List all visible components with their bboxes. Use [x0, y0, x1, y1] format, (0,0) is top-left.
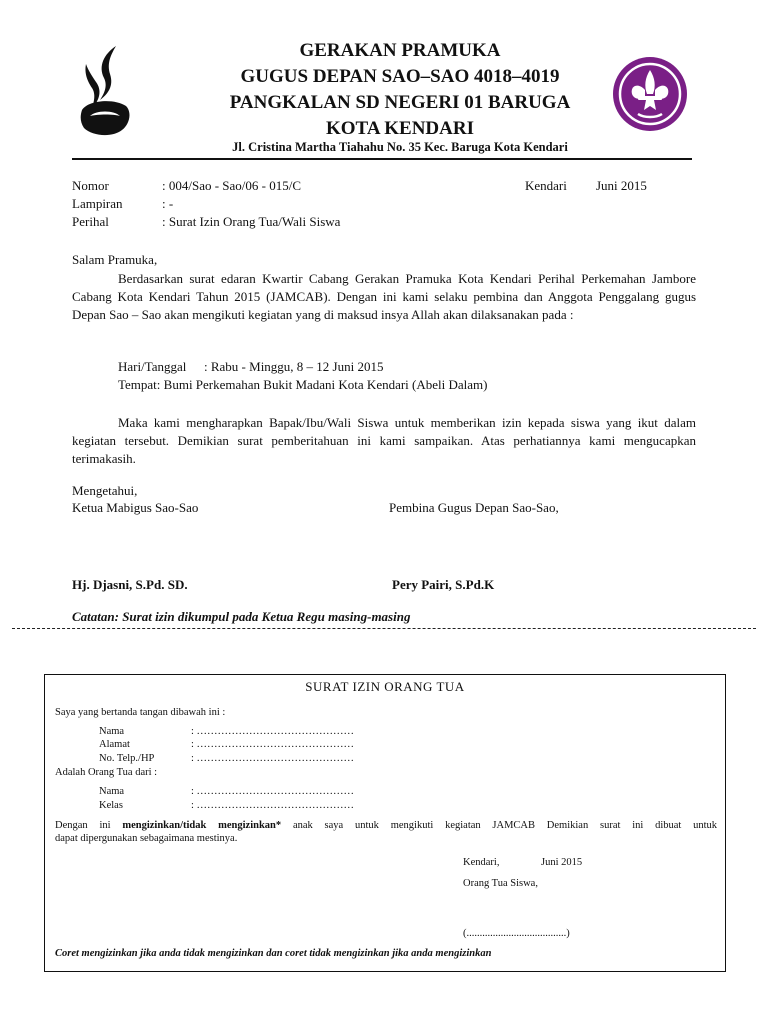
field-value-alamat[interactable]: : ……………………………………… — [191, 739, 355, 750]
city-name: KOTA KENDARI — [326, 118, 474, 139]
note: Catatan: Surat izin dikumpul pada Ketua Regu masing-masing — [72, 609, 411, 624]
signature-line[interactable]: (......................................) — [463, 928, 570, 939]
parent-of-label: Adalah Orang Tua dari : — [55, 767, 158, 778]
unit-name: GUGUS DEPAN SAO–SAO 4018–4019 — [240, 66, 560, 87]
consent-options: mengizinkan/tidak mengizinkan* — [122, 820, 282, 831]
body-paragraph-2 — [72, 414, 696, 468]
header-rule — [72, 158, 692, 160]
lampiran-label: Lampiran — [72, 196, 123, 211]
form-signer: Orang Tua Siswa, — [463, 878, 538, 889]
para1-text: Berdasarkan surat edaran Kwartir Cabang Gerakan Pramuka Kota Kendari Perihal Perkemahan Jambore Cabang Kota Kendari Tahun 2015 (JAMCAB). Dengan ini kami selaku pembina dan Anggota Penggalang gugus Depan Sao – Sao akan mengikuti kegiatan yang di maksud insya Allah akan dilaksanakan pada : — [72, 271, 696, 322]
right-signer-name: Pery Pairi, S.Pd.K — [392, 577, 495, 592]
nomor-label: Nomor — [72, 178, 109, 193]
form-title: SURAT IZIN ORANG TUA — [305, 679, 465, 694]
consent-line-1 — [55, 820, 717, 831]
form-intro: Saya yang bertanda tangan dibawah ini : — [55, 707, 226, 718]
child-label-nama: Nama — [99, 786, 125, 797]
child-value-nama[interactable]: : ……………………………………… — [191, 786, 355, 797]
left-signer-title: Ketua Mabigus Sao-Sao — [72, 500, 199, 515]
tunas-kelapa-logo — [74, 44, 134, 140]
nomor-value: : 004/Sao - Sao/06 - 015/C — [162, 178, 302, 193]
tempat-text: Tempat: Bumi Perkemahan Bukit Madani Kota Kendari (Abeli Dalam) — [118, 377, 488, 392]
child-value-kelas[interactable]: : ……………………………………… — [191, 800, 355, 811]
para2-text: Maka kami mengharapkan Bapak/Ibu/Wali Siswa untuk memberikan izin kepada siswa yang ikut dalam kegiatan tersebut. Demikian surat pemberitahuan ini kami sampaikan. Atas perhatiannya kami mengucapkan terimakasih. — [72, 415, 696, 466]
address: Jl. Cristina Martha Tiahahu No. 35 Kec. Baruga Kota Kendari — [232, 140, 568, 154]
hari-label: Hari/Tanggal — [118, 359, 187, 374]
permission-form — [44, 674, 726, 972]
field-label-nama: Nama — [99, 726, 125, 737]
field-value-nama[interactable]: : ……………………………………… — [191, 726, 355, 737]
perihal-value: : Surat Izin Orang Tua/Wali Siswa — [162, 214, 341, 229]
consent-pre: Dengan ini — [55, 820, 111, 831]
field-label-telp: No. Telp./HP — [99, 753, 155, 764]
form-place: Kendari, — [463, 857, 500, 868]
field-label-alamat: Alamat — [99, 739, 130, 750]
date-label: Juni 2015 — [596, 178, 647, 193]
consent-line-2: dapat dipergunakan sebagaimana mestinya. — [55, 833, 238, 844]
org-name: GERAKAN PRAMUKA — [299, 40, 501, 61]
right-signer-title: Pembina Gugus Depan Sao-Sao, — [389, 500, 559, 515]
form-date: Juni 2015 — [541, 857, 583, 868]
hari-value: : Rabu - Minggu, 8 – 12 Juni 2015 — [204, 359, 384, 374]
salutation: Salam Pramuka, — [72, 252, 158, 267]
lampiran-value: : - — [162, 196, 174, 211]
field-value-telp[interactable]: : ……………………………………… — [191, 753, 355, 764]
cut-line — [12, 628, 756, 629]
consent-post: anak saya untuk mengikuti kegiatan JAMCAB Demikian surat ini dibuat untuk — [292, 820, 718, 831]
body-paragraph-1 — [72, 270, 696, 324]
mengetahui: Mengetahui, — [72, 483, 138, 498]
perihal-label: Perihal — [72, 214, 109, 229]
place-label: Kendari — [525, 178, 567, 193]
left-signer-name: Hj. Djasni, S.Pd. SD. — [72, 577, 188, 592]
school-name: PANGKALAN SD NEGERI 01 BARUGA — [229, 92, 571, 113]
child-label-kelas: Kelas — [99, 800, 123, 811]
form-footnote: Coret mengizinkan jika anda tidak mengizinkan dan coret tidak mengizinkan jika anda mengizinkan — [55, 948, 492, 959]
